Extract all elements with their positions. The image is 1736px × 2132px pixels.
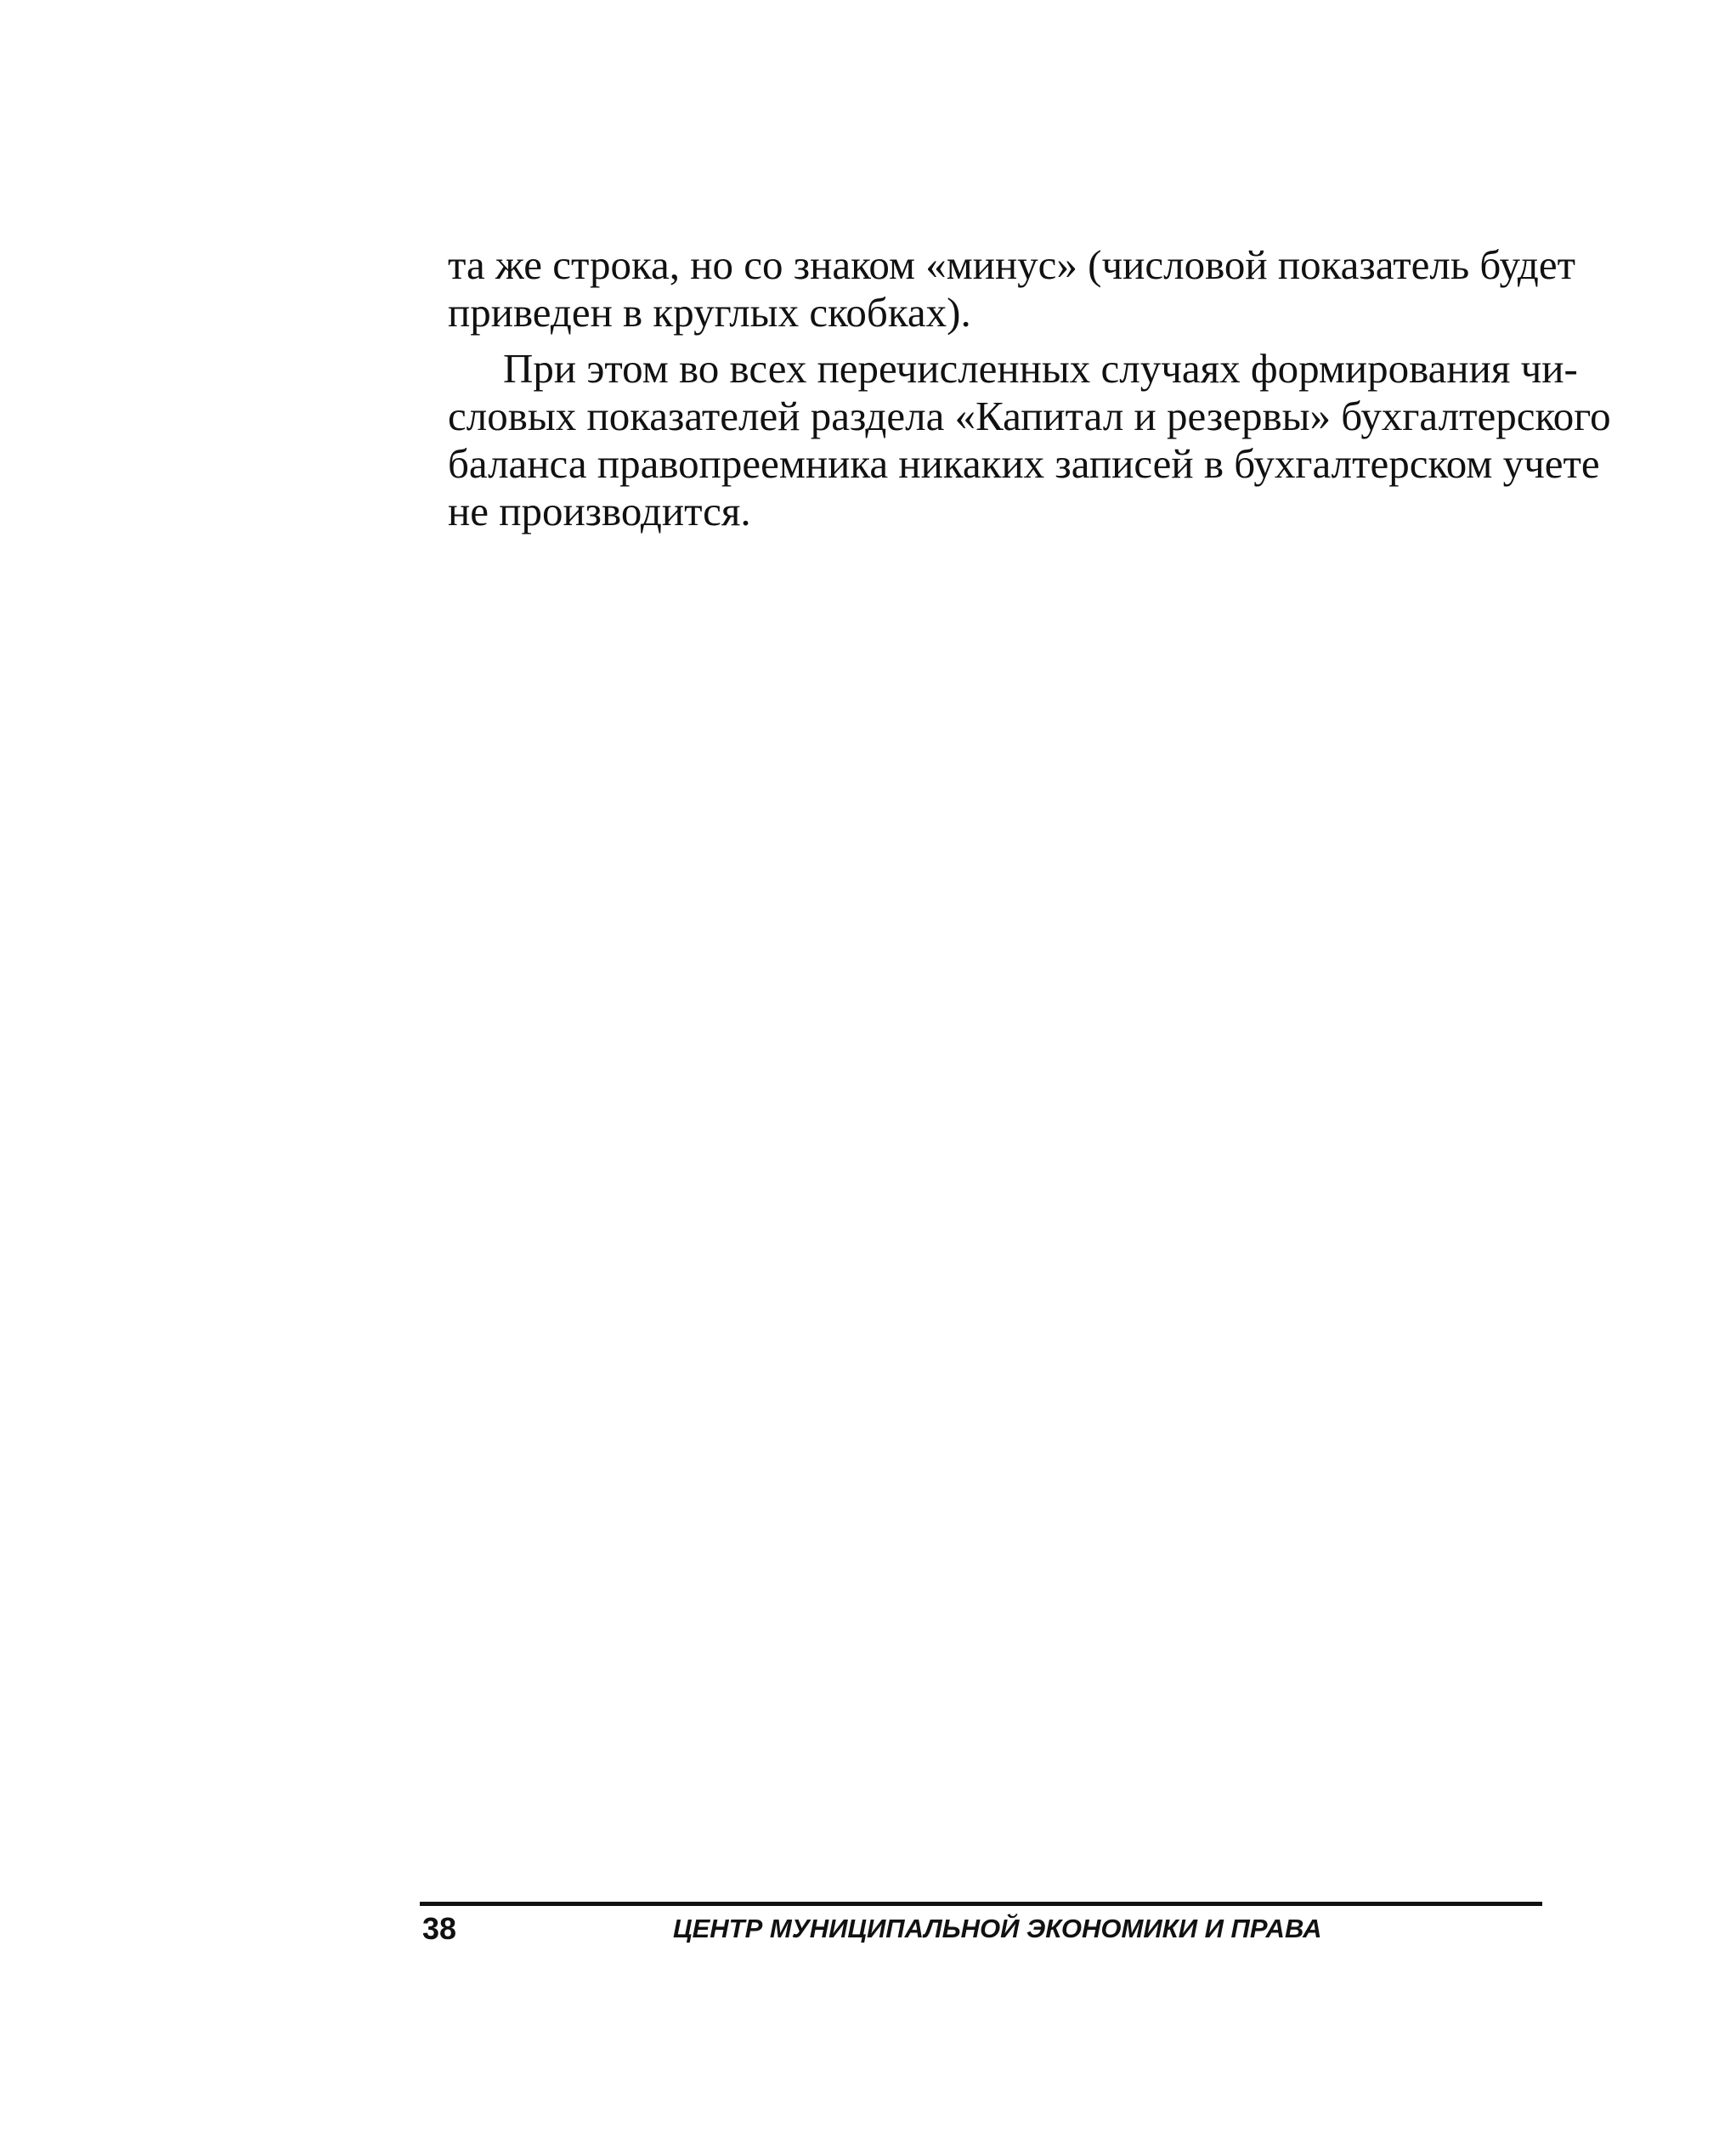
paragraph-1-line-1: та же строка, но со знаком «минус» (числовой показатель будет xyxy=(448,241,1575,288)
body-text xyxy=(448,241,1611,535)
paragraph-2-line-4: не производится. xyxy=(448,488,751,534)
paragraph-2 xyxy=(448,345,1611,535)
paragraph-2-line-2: словых показателей раздела «Капитал и резервы» бухгалтерского xyxy=(448,393,1611,439)
page-number: 38 xyxy=(422,1911,457,1946)
running-footer-publisher: ЦЕНТР МУНИЦИПАЛЬНОЙ ЭКОНОМИКИ И ПРАВА xyxy=(673,1914,1322,1943)
paragraph-2-line-1: При этом во всех перечисленных случаях формирования чи- xyxy=(503,345,1578,392)
footer-rule xyxy=(420,1902,1542,1906)
paragraph-gap xyxy=(448,336,1554,345)
paragraph-1 xyxy=(448,241,1575,336)
paragraph-2-line-3: баланса правопреемника никаких записей в бухгалтерском учете xyxy=(448,440,1600,487)
paragraph-1-line-2: приведен в круглых скобках). xyxy=(448,289,971,336)
